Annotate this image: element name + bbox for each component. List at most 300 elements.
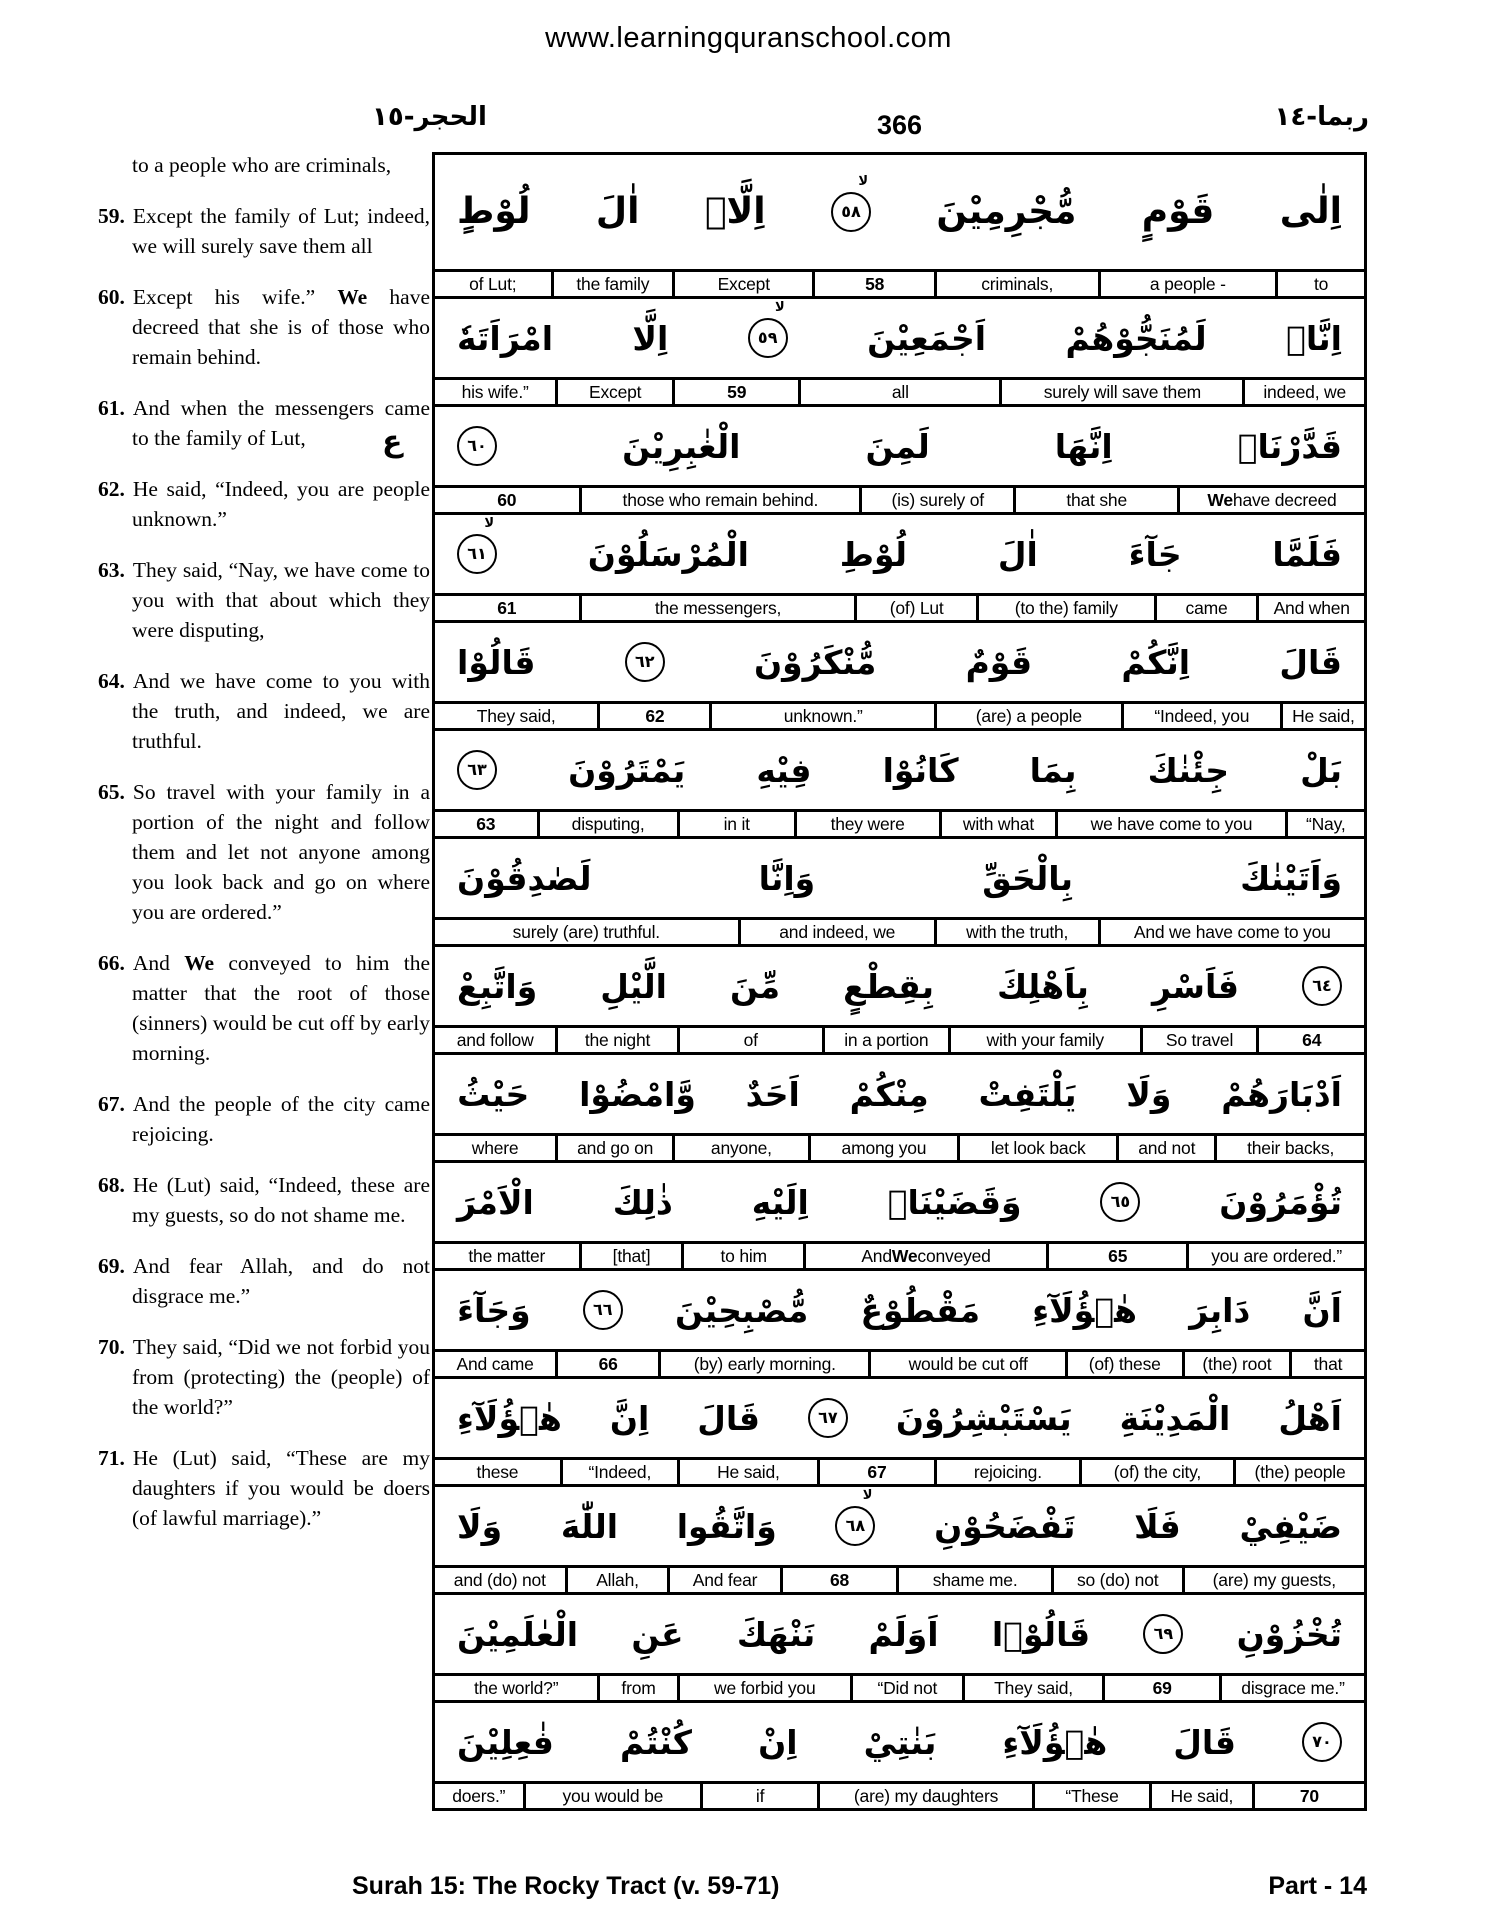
arabic-word: الْمُرْسَلُوْنَ bbox=[587, 534, 749, 574]
arabic-word: ذٰلِكَ bbox=[612, 1182, 673, 1222]
word-meaning-row bbox=[432, 593, 1367, 623]
verse-translation bbox=[98, 777, 430, 927]
verse-translation bbox=[98, 1251, 430, 1311]
word-meaning-cell: Allah, bbox=[568, 1565, 671, 1595]
verse-number: 64. bbox=[98, 669, 125, 693]
verse-text: And the people of the city came rejoicing. bbox=[132, 1092, 430, 1146]
word-meaning-cell: disputing, bbox=[540, 809, 680, 839]
verse-text: And fear Allah, and do not disgrace me.” bbox=[132, 1254, 430, 1308]
verse-text: They said, “Nay, we have come to you with that about which they were disputing, bbox=[132, 558, 430, 642]
arabic-word: هٰۤؤُلَآءِ bbox=[1002, 1722, 1108, 1762]
verse-number: 61. bbox=[98, 396, 125, 420]
verse-translation bbox=[98, 948, 430, 1068]
word-meaning-cell: shame me. bbox=[899, 1565, 1053, 1595]
ayah-number: ٦٢ bbox=[634, 652, 655, 671]
arabic-word: فَلَا bbox=[1134, 1506, 1181, 1546]
juz-name-arabic: ربما-١٤ bbox=[1274, 102, 1369, 132]
arabic-word: اللّٰهَ bbox=[560, 1506, 619, 1546]
word-meaning-cell: their backs, bbox=[1217, 1133, 1367, 1163]
verse-translation bbox=[98, 474, 430, 534]
arabic-word: الْمَدِيْنَةِ bbox=[1119, 1398, 1231, 1438]
arabic-text-row bbox=[432, 1160, 1367, 1244]
word-meaning-cell: with what bbox=[942, 809, 1059, 839]
arabic-word: فِيْهِ bbox=[756, 750, 812, 790]
arabic-word: مَقْطُوْعٌ bbox=[860, 1290, 981, 1330]
word-meaning-cell: “Nay, bbox=[1288, 809, 1367, 839]
arabic-word: امْرَاَتَهٗ bbox=[457, 318, 554, 358]
arabic-text-row bbox=[432, 620, 1367, 704]
verse-text: So travel with your family in a portion of the night and follow them and let not anyone among you look back and go on where you are ordered.” bbox=[132, 780, 430, 924]
ayah-number-circle bbox=[748, 300, 788, 358]
word-meaning-cell: Except bbox=[558, 377, 675, 407]
ayah-number: ٥٩ bbox=[757, 328, 778, 347]
verse-number: 67. bbox=[98, 1092, 125, 1116]
arabic-word: وَاتَّبِعْ bbox=[457, 966, 538, 1006]
word-meaning-cell: you would be bbox=[526, 1781, 704, 1811]
verse-block bbox=[432, 1268, 1367, 1379]
arabic-word: مِنْكُمْ bbox=[849, 1074, 929, 1114]
word-meaning-cell: from bbox=[600, 1673, 679, 1703]
word-meaning-cell: with the truth, bbox=[937, 917, 1101, 947]
verse-block bbox=[432, 836, 1367, 947]
arabic-word: نَنْهَكَ bbox=[736, 1614, 816, 1654]
arabic-word: اِنَّهَا bbox=[1054, 426, 1113, 466]
verse-number: 59. bbox=[98, 204, 125, 228]
verse-number: 69. bbox=[98, 1254, 125, 1278]
ayah-number-cell: 65 bbox=[1049, 1241, 1189, 1271]
arabic-word: حَيْثُ bbox=[457, 1074, 530, 1114]
verse-number: 65. bbox=[98, 780, 125, 804]
verse-block bbox=[432, 620, 1367, 731]
word-meaning-cell: He said, bbox=[1152, 1781, 1255, 1811]
word-meaning-cell: “Did not bbox=[853, 1673, 965, 1703]
ayah-number-cell: 61 bbox=[432, 593, 582, 623]
word-meaning-cell: (is) surely of bbox=[862, 485, 1016, 515]
word-by-word-table bbox=[432, 152, 1367, 1811]
ayah-number-cell: 63 bbox=[432, 809, 540, 839]
waqf-mark: لا bbox=[862, 1488, 873, 1503]
arabic-word: يَمْتَرُوْنَ bbox=[568, 750, 686, 790]
arabic-text-row bbox=[432, 1376, 1367, 1460]
page-number: 366 bbox=[876, 110, 923, 140]
verse-translation bbox=[98, 393, 430, 453]
arabic-word: فَاَسْرِ bbox=[1151, 966, 1239, 1006]
word-meaning-cell: (of) Lut bbox=[857, 593, 979, 623]
verse-text: He (Lut) said, “Indeed, these are my guests, so do not shame me. bbox=[132, 1173, 430, 1227]
arabic-word: اَهْلُ bbox=[1278, 1398, 1342, 1438]
arabic-word: مُّصْبِحِيْنَ bbox=[674, 1290, 809, 1330]
arabic-word: بَنٰتِيْ bbox=[863, 1722, 937, 1762]
arabic-word: هٰۤؤُلَآءِ bbox=[457, 1398, 562, 1438]
word-meaning-cell: the matter bbox=[432, 1241, 582, 1271]
ayah-number-cell: 70 bbox=[1255, 1781, 1367, 1811]
word-meaning-cell: all bbox=[801, 377, 1002, 407]
verse-number: 68. bbox=[98, 1173, 125, 1197]
arabic-word: بِاَهْلِكَ bbox=[997, 966, 1089, 1006]
word-meaning-cell: “Indeed, you bbox=[1124, 701, 1283, 731]
arabic-word: قَالُوْۤا bbox=[991, 1614, 1091, 1654]
arabic-word: وَاِنَّا bbox=[758, 858, 816, 898]
arabic-word: وَقَضَيْنَاۤ bbox=[887, 1182, 1022, 1222]
word-meaning-cell: disgrace me.” bbox=[1222, 1673, 1367, 1703]
arabic-word: اِنَّ bbox=[609, 1398, 650, 1438]
verse-block bbox=[432, 512, 1367, 623]
arabic-word: اَجْمَعِيْنَ bbox=[867, 318, 987, 358]
arabic-word: اٰلَ bbox=[595, 191, 640, 232]
ayah-number: ٦٣ bbox=[467, 760, 487, 779]
verse-block bbox=[432, 944, 1367, 1055]
arabic-word: جَآءَ bbox=[1128, 534, 1182, 574]
word-meaning-cell: We have decreed bbox=[1180, 485, 1367, 515]
arabic-word: اِنَّاۤ bbox=[1286, 318, 1342, 358]
ayah-number-circle bbox=[1302, 1722, 1342, 1762]
arabic-word: جِئْنٰكَ bbox=[1147, 750, 1230, 790]
verse-block bbox=[432, 1052, 1367, 1163]
word-meaning-row bbox=[432, 701, 1367, 731]
verse-block bbox=[432, 1376, 1367, 1487]
word-meaning-cell: with your family bbox=[951, 1025, 1143, 1055]
word-meaning-cell: in it bbox=[680, 809, 797, 839]
arabic-word: قَالَ bbox=[1279, 642, 1342, 682]
word-meaning-cell: (of) the city, bbox=[1082, 1457, 1236, 1487]
website-url: www.learningquranschool.com bbox=[545, 22, 952, 54]
verse-text: He said, “Indeed, you are people unknown.” bbox=[132, 477, 430, 531]
waqf-mark: لا bbox=[775, 300, 785, 315]
arabic-word: الْعٰلَمِيْنَ bbox=[457, 1614, 579, 1654]
verse-translation bbox=[98, 1332, 430, 1422]
arabic-word: لُوْطٍ bbox=[457, 191, 531, 232]
verse-number: 66. bbox=[98, 951, 125, 975]
verse-text: And We conveyed to him the matter that the root of those (sinners) would be cut off by early morning. bbox=[132, 951, 430, 1065]
arabic-word: تَفْضَحُوْنِ bbox=[934, 1506, 1076, 1546]
verse-translation bbox=[98, 201, 430, 261]
word-meaning-cell: in a portion bbox=[825, 1025, 951, 1055]
ayah-number-cell: 62 bbox=[600, 701, 712, 731]
arabic-word: لُوْطِ bbox=[839, 534, 908, 574]
surah-title: Surah 15: The Rocky Tract (v. 59-71) bbox=[352, 1872, 780, 1900]
word-meaning-cell: surely will save them bbox=[1002, 377, 1245, 407]
ayah-number-circle bbox=[457, 750, 497, 790]
arabic-text-row bbox=[432, 1268, 1367, 1352]
arabic-word: يَلْتَفِتْ bbox=[978, 1074, 1077, 1114]
ayah-number: ٦٨ bbox=[845, 1516, 866, 1535]
arabic-word: اَدْبَارَهُمْ bbox=[1221, 1074, 1342, 1114]
arabic-word: بِالْحَقِّ bbox=[982, 858, 1073, 898]
verse-block bbox=[432, 296, 1367, 407]
page-footer bbox=[352, 1872, 1367, 1901]
arabic-word: هٰۤؤُلَآءِ bbox=[1032, 1290, 1138, 1330]
verse-number: 71. bbox=[98, 1446, 125, 1470]
word-meaning-cell: doers.” bbox=[432, 1781, 526, 1811]
word-meaning-cell: [that] bbox=[582, 1241, 685, 1271]
word-meaning-row bbox=[432, 1241, 1367, 1271]
ayah-number: ٦٠ bbox=[467, 436, 487, 455]
arabic-text-row bbox=[432, 152, 1367, 272]
arabic-word: اَنَّ bbox=[1302, 1290, 1342, 1330]
arabic-word: ضَيْفِيْ bbox=[1239, 1506, 1342, 1546]
arabic-word: اِلَّاۤ bbox=[704, 191, 766, 232]
ayah-number-circle bbox=[835, 1488, 875, 1546]
verse-number: 70. bbox=[98, 1335, 125, 1359]
arabic-word: اِنْ bbox=[758, 1722, 798, 1762]
word-meaning-cell: and (do) not bbox=[432, 1565, 568, 1595]
ayah-number-circle bbox=[1143, 1614, 1183, 1654]
arabic-word: فَلَمَّا bbox=[1272, 534, 1342, 574]
word-meaning-cell: (are) my guests, bbox=[1185, 1565, 1367, 1595]
arabic-word: اٰلَ bbox=[997, 534, 1038, 574]
ayah-number-cell: 64 bbox=[1259, 1025, 1367, 1055]
ayah-number-circle bbox=[457, 516, 497, 574]
word-meaning-row bbox=[432, 377, 1367, 407]
verse-text: Except his wife.” We have decreed that she is of those who remain behind. bbox=[132, 285, 430, 369]
word-meaning-cell: and go on bbox=[558, 1133, 675, 1163]
arabic-word: اِلَيْهِ bbox=[751, 1182, 809, 1222]
word-meaning-row bbox=[432, 1673, 1367, 1703]
arabic-word: قَالُوْا bbox=[457, 642, 536, 682]
word-meaning-cell: of bbox=[680, 1025, 825, 1055]
arabic-word: وَاَتَيْنٰكَ bbox=[1240, 858, 1342, 898]
arabic-word: قَالَ bbox=[1173, 1722, 1236, 1762]
verse-text: He (Lut) said, “These are my daughters if you would be doers (of lawful marriage).” bbox=[132, 1446, 430, 1530]
arabic-word: مُّجْرِمِيْنَ bbox=[936, 191, 1077, 232]
arabic-text-row bbox=[432, 1700, 1367, 1784]
word-meaning-cell: would be cut off bbox=[871, 1349, 1067, 1379]
ayah-number-cell: 66 bbox=[558, 1349, 661, 1379]
word-meaning-cell: (of) these bbox=[1068, 1349, 1185, 1379]
word-meaning-cell: indeed, we bbox=[1245, 377, 1367, 407]
word-meaning-row bbox=[432, 1133, 1367, 1163]
word-meaning-cell: (the) people bbox=[1236, 1457, 1367, 1487]
word-meaning-cell: you are ordered.” bbox=[1189, 1241, 1367, 1271]
word-meaning-cell: They said, bbox=[432, 701, 600, 731]
ayah-number: ٦٩ bbox=[1153, 1624, 1174, 1643]
verse-translation bbox=[98, 1443, 430, 1533]
ayah-number: ٦٤ bbox=[1312, 976, 1332, 995]
word-meaning-cell: And We conveyed bbox=[806, 1241, 1049, 1271]
arabic-text-row bbox=[432, 512, 1367, 596]
word-meaning-row bbox=[432, 1781, 1367, 1811]
word-meaning-row bbox=[432, 1565, 1367, 1595]
ayah-number-circle bbox=[808, 1398, 848, 1438]
arabic-word: اِنَّكُمْ bbox=[1121, 642, 1191, 682]
waqf-mark: لا bbox=[484, 516, 494, 531]
word-meaning-cell: and follow bbox=[432, 1025, 558, 1055]
verse-block bbox=[432, 728, 1367, 839]
verse-block bbox=[432, 152, 1367, 299]
ayah-number-circle bbox=[1302, 966, 1342, 1006]
arabic-word: لَمِنَ bbox=[865, 426, 930, 466]
word-meaning-cell: to bbox=[1278, 269, 1367, 299]
arabic-text-row bbox=[432, 728, 1367, 812]
verse-number: 63. bbox=[98, 558, 125, 582]
verse-text: to a people who are criminals, bbox=[132, 153, 392, 177]
arabic-word: وَلَا bbox=[1126, 1074, 1172, 1114]
ayah-number-circle bbox=[831, 174, 871, 232]
word-meaning-cell: the night bbox=[558, 1025, 680, 1055]
word-meaning-cell: unknown.” bbox=[712, 701, 936, 731]
arabic-word: فٰعِلِيْنَ bbox=[457, 1722, 554, 1762]
ayah-number-cell: 59 bbox=[675, 377, 801, 407]
arabic-word: وَّامْضُوْا bbox=[579, 1074, 696, 1114]
word-meaning-cell: He said, bbox=[680, 1457, 820, 1487]
ruku-mark: ع bbox=[382, 424, 403, 459]
word-meaning-cell: these bbox=[432, 1457, 563, 1487]
arabic-word: الَّيْلِ bbox=[600, 966, 667, 1006]
arabic-word: بِمَا bbox=[1029, 750, 1077, 790]
arabic-word: اَوَلَمْ bbox=[868, 1614, 939, 1654]
ayah-number-cell: 68 bbox=[783, 1565, 900, 1595]
arabic-word: اِلَّا bbox=[632, 318, 669, 358]
word-meaning-cell: that she bbox=[1016, 485, 1180, 515]
word-meaning-cell: the messengers, bbox=[582, 593, 858, 623]
ayah-number-circle bbox=[1100, 1182, 1140, 1222]
ayah-number-cell: 67 bbox=[820, 1457, 937, 1487]
arabic-word: قَوْمٌ bbox=[965, 642, 1033, 682]
arabic-word: وَلَا bbox=[457, 1506, 503, 1546]
verse-translation bbox=[98, 282, 430, 372]
word-meaning-cell: (by) early morning. bbox=[661, 1349, 871, 1379]
verse-block bbox=[432, 404, 1367, 515]
word-meaning-cell: so (do) not bbox=[1054, 1565, 1185, 1595]
arabic-word: الْاَمْرَ bbox=[457, 1182, 534, 1222]
arabic-word: قَالَ bbox=[697, 1398, 760, 1438]
arabic-text-row bbox=[432, 1484, 1367, 1568]
word-meaning-cell: And when bbox=[1259, 593, 1367, 623]
word-meaning-row bbox=[432, 1349, 1367, 1379]
arabic-word: تُؤْمَرُوْنَ bbox=[1219, 1182, 1342, 1222]
ayah-number-circle bbox=[625, 642, 665, 682]
surah-name-arabic: الحجر-١٥ bbox=[372, 102, 487, 132]
ayah-number: ٦٦ bbox=[593, 1300, 613, 1319]
arabic-text-row bbox=[432, 296, 1367, 380]
arabic-word: مُّنْكَرُوْنَ bbox=[753, 642, 877, 682]
word-meaning-cell: the world?” bbox=[432, 1673, 600, 1703]
arabic-word: يَسْتَبْشِرُوْنَ bbox=[895, 1398, 1072, 1438]
word-meaning-row bbox=[432, 485, 1367, 515]
arabic-word: الْغٰبِرِيْنَ bbox=[622, 426, 741, 466]
word-meaning-row bbox=[432, 1457, 1367, 1487]
word-meaning-cell: (are) a people bbox=[937, 701, 1124, 731]
verse-translation bbox=[98, 555, 430, 645]
word-meaning-cell: Except bbox=[675, 269, 815, 299]
verse-translation bbox=[98, 1170, 430, 1230]
ayah-number: ٧٠ bbox=[1312, 1732, 1332, 1751]
word-meaning-cell: criminals, bbox=[937, 269, 1101, 299]
verse-block bbox=[432, 1592, 1367, 1703]
word-meaning-cell: (the) root bbox=[1185, 1349, 1293, 1379]
word-meaning-cell: we have come to you bbox=[1058, 809, 1287, 839]
arabic-word: كُنْتُمْ bbox=[619, 1722, 692, 1762]
ayah-number-cell: 58 bbox=[815, 269, 937, 299]
verse-text: Except the family of Lut; indeed, we will surely save them all bbox=[132, 204, 430, 258]
word-meaning-row bbox=[432, 917, 1367, 947]
word-meaning-cell: And we have come to you bbox=[1101, 917, 1367, 947]
arabic-word: بِقِطْعٍ bbox=[843, 966, 934, 1006]
word-meaning-cell: surely (are) truthful. bbox=[432, 917, 741, 947]
word-meaning-cell: (are) my daughters bbox=[820, 1781, 1035, 1811]
word-meaning-cell: among you bbox=[811, 1133, 961, 1163]
verse-number: 62. bbox=[98, 477, 125, 501]
word-meaning-cell: the family bbox=[554, 269, 676, 299]
word-meaning-cell: those who remain behind. bbox=[582, 485, 863, 515]
word-meaning-cell: came bbox=[1157, 593, 1260, 623]
verse-block bbox=[432, 1700, 1367, 1811]
verse-number: 60. bbox=[98, 285, 125, 309]
ayah-number: ٦٥ bbox=[1110, 1192, 1131, 1211]
arabic-word: قَدَّرْنَاۤ bbox=[1237, 426, 1342, 466]
verse-text: They said, “Did we not forbid you from (protecting) the (people) of the world?” bbox=[132, 1335, 430, 1419]
word-meaning-cell: if bbox=[703, 1781, 820, 1811]
verse-translation bbox=[98, 1089, 430, 1149]
word-meaning-row bbox=[432, 269, 1367, 299]
arabic-text-row bbox=[432, 944, 1367, 1028]
ayah-number: ٦٧ bbox=[818, 1408, 838, 1427]
ayah-number-circle bbox=[457, 426, 497, 466]
word-meaning-cell: rejoicing. bbox=[937, 1457, 1082, 1487]
word-meaning-cell: we forbid you bbox=[680, 1673, 853, 1703]
ayah-number-circle bbox=[583, 1290, 623, 1330]
word-meaning-cell: his wife.” bbox=[432, 377, 558, 407]
word-meaning-cell: of Lut; bbox=[432, 269, 554, 299]
arabic-word: لَصٰدِقُوْنَ bbox=[457, 858, 592, 898]
word-meaning-cell: So travel bbox=[1143, 1025, 1260, 1055]
arabic-text-row bbox=[432, 404, 1367, 488]
verse-text: And when the messengers came to the family of Lut, bbox=[132, 396, 430, 450]
arabic-word: اِلٰى bbox=[1279, 191, 1342, 232]
verse-translation bbox=[98, 150, 430, 180]
word-meaning-cell: And came bbox=[432, 1349, 558, 1379]
arabic-word: لَمُنَجُّوْهُمْ bbox=[1065, 318, 1207, 358]
word-meaning-cell: “Indeed, bbox=[563, 1457, 680, 1487]
verse-text: And we have come to you with the truth, and indeed, we are truthful. bbox=[132, 669, 430, 753]
arabic-text-row bbox=[432, 1052, 1367, 1136]
arabic-word: بَلْ bbox=[1300, 750, 1342, 790]
arabic-word: اَحَدٌ bbox=[745, 1074, 800, 1114]
verse-block bbox=[432, 1160, 1367, 1271]
ayah-number-cell: 60 bbox=[432, 485, 582, 515]
translation-column bbox=[98, 150, 430, 1554]
word-meaning-row bbox=[432, 809, 1367, 839]
word-meaning-cell: anyone, bbox=[675, 1133, 811, 1163]
arabic-word: مِّنَ bbox=[729, 966, 781, 1006]
word-meaning-cell: He said, bbox=[1283, 701, 1367, 731]
word-meaning-cell: “These bbox=[1035, 1781, 1152, 1811]
waqf-mark: لا bbox=[858, 174, 868, 189]
arabic-text-row bbox=[432, 1592, 1367, 1676]
word-meaning-cell: and indeed, we bbox=[741, 917, 937, 947]
arabic-word: وَجَآءَ bbox=[457, 1290, 531, 1330]
arabic-text-row bbox=[432, 836, 1367, 920]
word-meaning-cell: to him bbox=[684, 1241, 806, 1271]
word-meaning-cell: They said, bbox=[965, 1673, 1105, 1703]
ayah-number: ٥٨ bbox=[841, 202, 861, 221]
arabic-word: كَانُوْا bbox=[882, 750, 959, 790]
word-meaning-cell: where bbox=[432, 1133, 558, 1163]
ayah-number: ٦١ bbox=[467, 544, 487, 563]
arabic-word: قَوْمٍ bbox=[1141, 191, 1215, 232]
arabic-word: دَابِرَ bbox=[1189, 1290, 1251, 1330]
word-meaning-cell: let look back bbox=[960, 1133, 1119, 1163]
word-meaning-cell: they were bbox=[797, 809, 942, 839]
word-meaning-cell: and not bbox=[1119, 1133, 1217, 1163]
arabic-word: تُخْزُوْنِ bbox=[1236, 1614, 1342, 1654]
word-meaning-cell: a people - bbox=[1101, 269, 1279, 299]
part-number: Part - 14 bbox=[1268, 1872, 1367, 1900]
verse-block bbox=[432, 1484, 1367, 1595]
verse-translation bbox=[98, 666, 430, 756]
arabic-word: وَاتَّقُوا bbox=[676, 1506, 777, 1546]
word-meaning-row bbox=[432, 1025, 1367, 1055]
